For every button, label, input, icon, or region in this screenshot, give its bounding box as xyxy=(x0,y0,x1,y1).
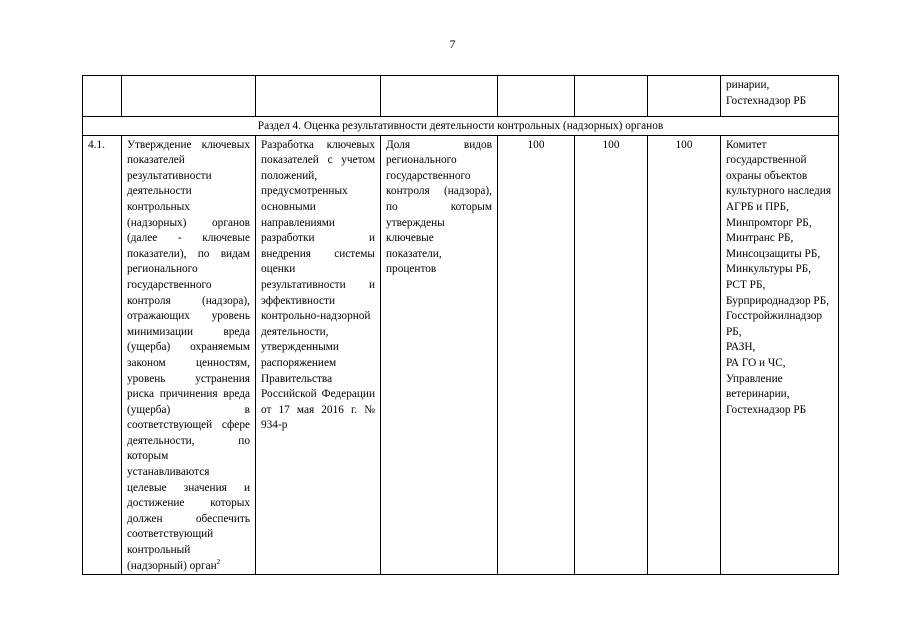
section-title: Раздел 4. Оценка результативности деятельности контрольных (надзорных) органов xyxy=(83,117,839,136)
cell-empty xyxy=(498,76,575,117)
cell-measure xyxy=(122,135,256,575)
cell-empty xyxy=(575,76,648,117)
footnote-ref: 2 xyxy=(216,557,221,566)
cell-basis: Разработка ключевых показателей с учетом положений, предусмотренных основными направлениями разработки и внедрения системы оценки результативности и эффективности контрольно-надзорной деятельности, утвержденными распоряжением Правительства Российской Федерации от 17 мая 2016 г. № 934-р xyxy=(256,135,381,575)
cell-empty xyxy=(256,76,381,117)
table-row-continued xyxy=(83,76,839,117)
cell-value-2: 100 xyxy=(575,135,648,575)
table-row xyxy=(83,135,839,575)
measure-text: Утверждение ключевых показателей результативности деятельности контрольных (надзорных) органов (далее - ключевые показатели), по видам регионального государственного контроля (надзора), отражающих уровень минимизации вреда (ущерба) охраняемым законом ценностям, уровень устранения риска причинения вреда (ущерба) в соответствующей сфере деятельности, по которым устанавливаются целевые значения и достижение которых должен обеспечить соответствующий контрольный (надзорный) орган xyxy=(127,138,250,572)
cell-empty xyxy=(122,76,256,117)
cell-value-3: 100 xyxy=(648,135,721,575)
cell-empty xyxy=(381,76,498,117)
section-row xyxy=(83,117,839,136)
cell-executors: Комитет государственной охраны объектов культурного наследия АГРБ и ПРБ, Минпромторг РБ, Минтранс РБ, Минсоцзащиты РБ, Минкультуры РБ, РСТ РБ, Бурприроднадзор РБ, Госстройжилнадзор РБ, РАЗН, РА ГО и ЧС, Управление ветеринарии, Гостехнадзор РБ xyxy=(721,135,839,575)
cell-empty xyxy=(648,76,721,117)
cell-executors-continued: ринарии, Гостехнадзор РБ xyxy=(721,76,839,117)
cell-row-number: 4.1. xyxy=(83,135,122,575)
cell-empty xyxy=(83,76,122,117)
cell-value-1: 100 xyxy=(498,135,575,575)
cell-indicator: Доля видов регионального государственного контроля (надзора), по которым утверждены ключевые показатели, процентов xyxy=(381,135,498,575)
page-number: 7 xyxy=(449,37,456,51)
plan-table xyxy=(82,75,839,575)
